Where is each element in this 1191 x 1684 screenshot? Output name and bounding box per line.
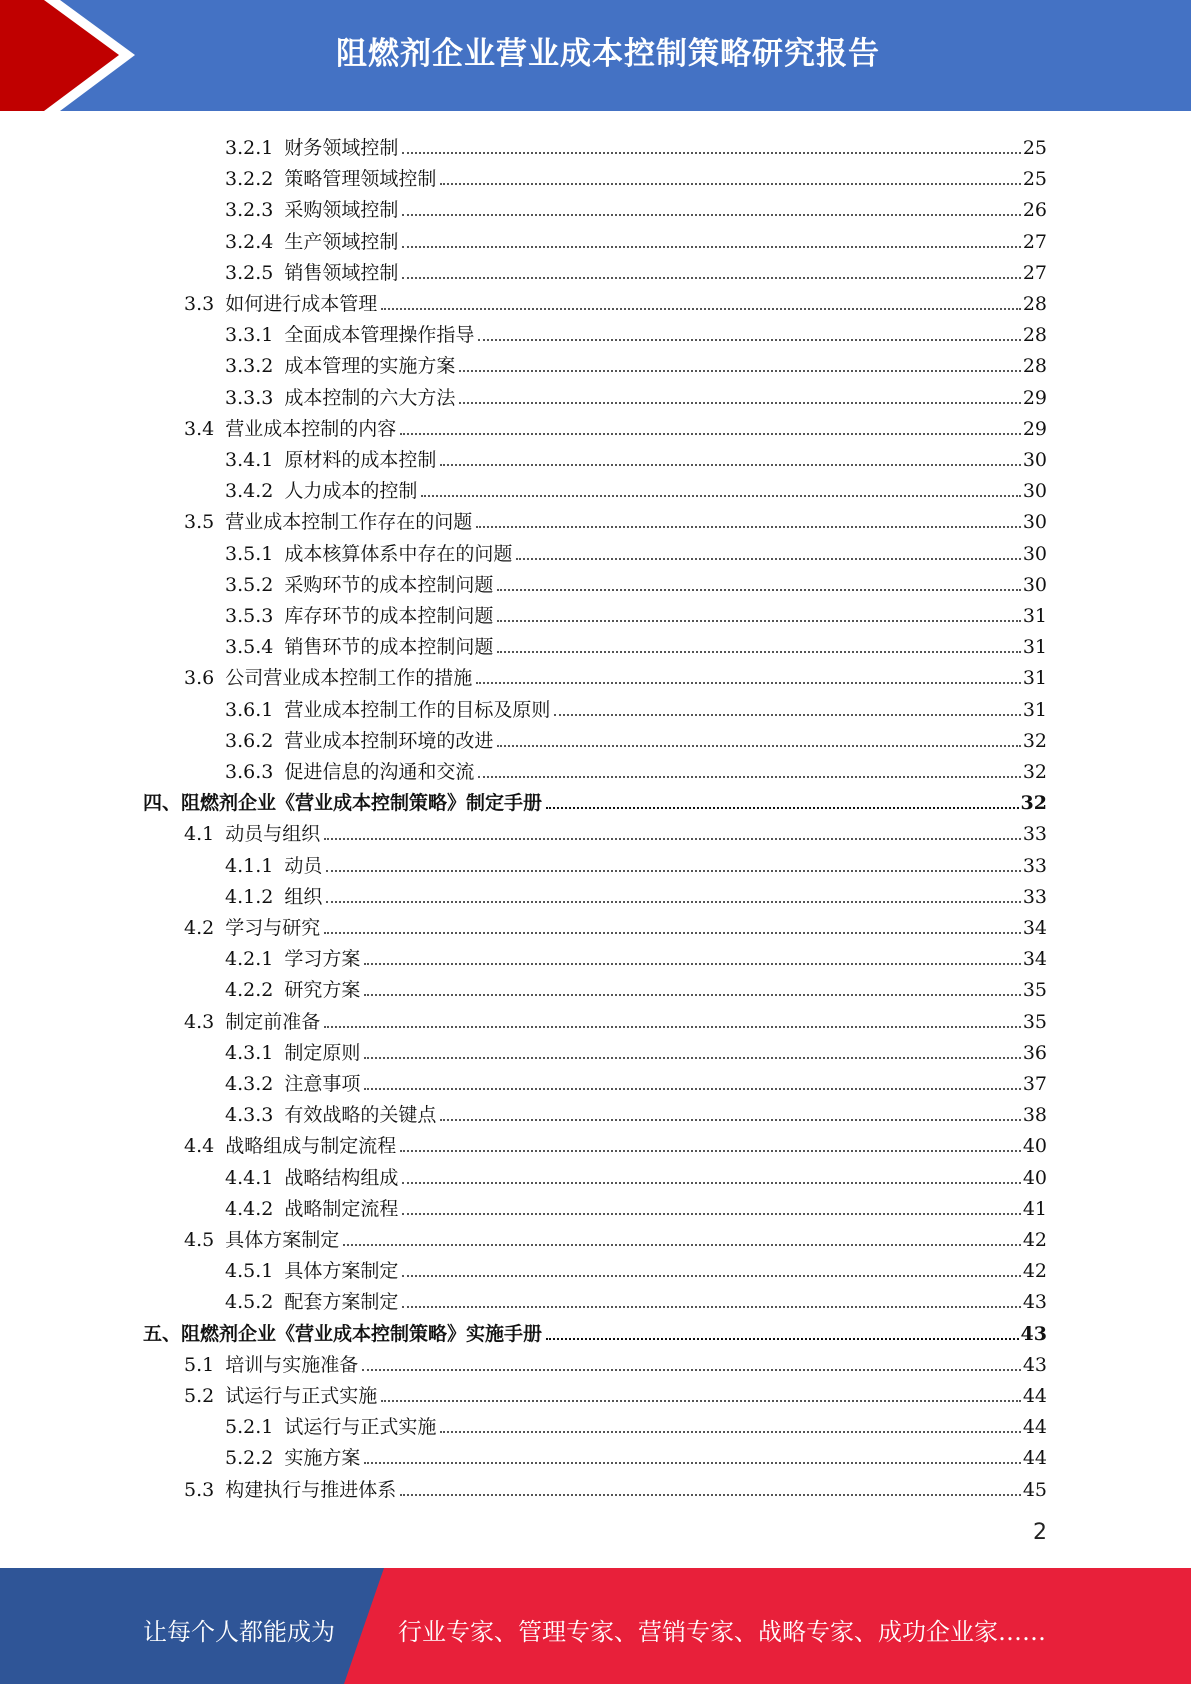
toc-entry-text: 五、阻燃剂企业《营业成本控制策略》实施手册: [143, 1322, 543, 1345]
toc-entry-title: [184, 1229, 339, 1251]
toc-leader-dots: [546, 1338, 1019, 1340]
toc-entry-title: [225, 449, 436, 471]
toc-entry[interactable]: [184, 1345, 1047, 1376]
toc-leader-dots: [364, 994, 1020, 996]
toc-entry-page: 30: [1022, 573, 1047, 596]
toc-leader-dots: [476, 526, 1021, 528]
toc-entry-page: 25: [1022, 137, 1047, 159]
toc-entry-page: 44: [1022, 1416, 1047, 1439]
toc-entry-number: 3.3.1: [225, 324, 274, 347]
toc-entry-number: 3.5.1: [225, 542, 274, 565]
toc-entry-page: 44: [1022, 1385, 1047, 1407]
toc-leader-dots: [497, 745, 1020, 747]
toc-entry[interactable]: [184, 1470, 1047, 1501]
toc-entry-title: [225, 636, 493, 658]
toc-leader-dots: [364, 963, 1020, 965]
toc-entry-title: [225, 199, 398, 221]
toc-entry-number: 5.3: [184, 1478, 215, 1501]
toc-entry-title: [225, 1447, 360, 1469]
toc-leader-dots: [364, 1057, 1020, 1059]
toc-entry-page: 41: [1022, 1197, 1047, 1220]
toc-entry-title: [225, 137, 398, 159]
toc-leader-dots: [324, 1026, 1021, 1028]
toc-entry-number: 3.5.2: [225, 573, 274, 596]
toc-entry-page: 44: [1022, 1447, 1047, 1470]
toc-entry[interactable]: [225, 970, 1047, 1001]
toc-entry[interactable]: [225, 690, 1047, 721]
toc-entry[interactable]: [225, 1064, 1047, 1095]
toc-entry-text: 动员与组织: [225, 823, 321, 846]
toc-entry-page: 30: [1022, 542, 1047, 565]
toc-leader-dots: [554, 714, 1020, 716]
toc-entry-page: 32: [1022, 761, 1047, 783]
toc-entry[interactable]: [225, 1282, 1047, 1313]
toc-entry-text: 库存环节的成本控制问题: [284, 605, 494, 627]
toc-entry[interactable]: [225, 378, 1047, 409]
toc-entry-number: 4.5: [184, 1229, 215, 1251]
toc-entry-page: 40: [1022, 1135, 1047, 1158]
toc-entry-title: [225, 324, 474, 346]
toc-entry-page: 36: [1022, 1041, 1047, 1064]
toc-entry-number: 4.3.2: [225, 1073, 274, 1095]
toc-leader-dots: [326, 870, 1020, 872]
toc-entry-page: 28: [1022, 293, 1047, 315]
toc-entry-text: 组织: [284, 885, 323, 908]
toc-entry-text: 营业成本控制的内容: [225, 417, 397, 440]
toc-entry-text: 采购领域控制: [284, 199, 399, 222]
toc-entry-text: 策略管理领域控制: [284, 168, 437, 191]
toc-entry-title: [184, 293, 377, 315]
toc-entry-page: 37: [1022, 1073, 1047, 1095]
toc-entry-number: 3.3.3: [225, 386, 274, 409]
toc-entry-text: 构建执行与推进体系: [225, 1478, 397, 1501]
toc-entry-title: [184, 511, 472, 533]
toc-entry[interactable]: [225, 939, 1047, 970]
toc-entry-number: 3.6: [184, 667, 215, 690]
toc-entry[interactable]: [184, 814, 1047, 845]
toc-entry-title: [225, 1416, 436, 1438]
toc-entry-number: 4.5.2: [225, 1291, 274, 1314]
toc-entry-page: 29: [1022, 386, 1047, 409]
toc-entry-text: 配套方案制定: [284, 1291, 399, 1314]
toc-entry-number: 3.4.2: [225, 480, 274, 503]
toc-leader-dots: [516, 558, 1020, 560]
toc-entry-number: 3.2.5: [225, 261, 274, 284]
toc-entry[interactable]: [225, 627, 1047, 658]
toc-entry-page: 31: [1022, 636, 1047, 659]
toc-entry[interactable]: [225, 534, 1047, 565]
toc-entry[interactable]: [225, 1189, 1047, 1220]
toc-entry-page: 30: [1022, 480, 1047, 503]
toc-leader-dots: [476, 682, 1021, 684]
page-number: 2: [1033, 1520, 1047, 1545]
toc-entry-text: 财务领域控制: [284, 137, 399, 159]
toc-entry-page: 43: [1020, 1322, 1047, 1345]
toc-entry[interactable]: [225, 315, 1047, 346]
toc-leader-dots: [381, 308, 1021, 310]
toc-entry[interactable]: [225, 1251, 1047, 1282]
toc-entry-page: 35: [1022, 979, 1047, 1002]
toc-entry-text: 注意事项: [284, 1073, 361, 1095]
toc-entry-text: 有效战略的关键点: [284, 1104, 437, 1127]
toc-entry-title: [225, 1260, 398, 1282]
toc-entry-page: 38: [1022, 1104, 1047, 1127]
toc-entry-title: [225, 168, 436, 190]
toc-entry[interactable]: [143, 1314, 1047, 1345]
toc-entry-title: [225, 1073, 360, 1095]
page-footer: [0, 1568, 1191, 1684]
toc-entry[interactable]: [184, 1376, 1047, 1407]
toc-entry-text: 销售环节的成本控制问题: [284, 636, 494, 659]
toc-entry-number: 5.1: [184, 1353, 215, 1376]
toc-entry[interactable]: [184, 1220, 1047, 1251]
toc-leader-dots: [400, 1150, 1021, 1152]
toc-entry-text: 采购环节的成本控制问题: [284, 573, 494, 596]
toc-leader-dots: [381, 1400, 1021, 1402]
toc-entry[interactable]: [225, 128, 1047, 159]
toc-leader-dots: [478, 776, 1020, 778]
toc-leader-dots: [459, 402, 1020, 404]
toc-entry-title: [225, 1042, 360, 1064]
toc-entry-number: 4.3.3: [225, 1104, 274, 1127]
toc-entry-title: [225, 855, 322, 877]
toc-entry-text: 人力成本的控制: [284, 480, 418, 503]
toc-entry-page: 28: [1022, 324, 1047, 347]
toc-leader-dots: [402, 214, 1020, 216]
toc-entry-page: 31: [1022, 698, 1047, 721]
toc-entry[interactable]: [184, 502, 1047, 533]
toc-entry-page: 26: [1022, 199, 1047, 222]
toc-leader-dots: [459, 370, 1020, 372]
toc-entry-text: 试运行与正式实施: [284, 1416, 437, 1439]
toc-entry-title: [184, 418, 396, 440]
toc-entry-title: [225, 231, 398, 253]
toc-entry-text: 成本核算体系中存在的问题: [284, 542, 513, 565]
toc-entry[interactable]: [225, 190, 1047, 221]
toc-entry-page: 42: [1022, 1229, 1047, 1251]
toc-entry-title: [225, 355, 455, 377]
toc-entry-title: [225, 262, 398, 284]
toc-entry[interactable]: [225, 253, 1047, 284]
toc-entry-title: [225, 730, 493, 752]
toc-entry-title: [225, 574, 493, 596]
toc-entry-number: 3.4: [184, 417, 215, 440]
toc-entry-page: 43: [1022, 1291, 1047, 1314]
toc-leader-dots: [343, 1244, 1021, 1246]
toc-entry-page: 34: [1022, 948, 1047, 971]
toc-entry-title: [225, 605, 493, 627]
toc-entry-page: 31: [1022, 667, 1047, 690]
toc-entry-title: [184, 1354, 358, 1376]
toc-entry-title: [225, 948, 360, 970]
toc-entry-title: [225, 1291, 398, 1313]
toc-entry-text: 原材料的成本控制: [284, 449, 437, 471]
toc-entry-title: [225, 886, 322, 908]
toc-entry-text: 实施方案: [284, 1447, 361, 1470]
toc-entry-page: 34: [1022, 917, 1047, 939]
toc-leader-dots: [421, 495, 1020, 497]
toc-entry-title: [225, 699, 550, 721]
toc-entry-number: 4.4: [184, 1135, 215, 1158]
toc-entry-title: [225, 761, 474, 783]
toc-leader-dots: [402, 1275, 1020, 1277]
toc-entry-number: 3.3: [184, 293, 215, 315]
toc-entry[interactable]: [225, 440, 1047, 471]
toc-leader-dots: [440, 1119, 1020, 1121]
toc-entry-number: 4.1.2: [225, 885, 274, 908]
toc-leader-dots: [364, 1088, 1020, 1090]
toc-leader-dots: [440, 464, 1020, 466]
document-title: 阻燃剂企业营业成本控制策略研究报告: [336, 36, 880, 72]
toc-entry-text: 战略结构组成: [284, 1166, 399, 1189]
toc-entry-page: 35: [1022, 1010, 1047, 1033]
toc-leader-dots: [324, 932, 1021, 934]
toc-entry-number: 4.3: [184, 1010, 215, 1033]
toc-entry-title: [225, 1167, 398, 1189]
toc-entry-number: 5.2.2: [225, 1447, 274, 1470]
toc-entry[interactable]: [184, 1126, 1047, 1157]
toc-entry-number: 3.6.2: [225, 729, 274, 752]
toc-entry-text: 公司营业成本控制工作的措施: [225, 667, 473, 690]
toc-entry-page: 25: [1022, 168, 1047, 191]
toc-entry-title: [184, 667, 472, 689]
toc-leader-dots: [402, 1306, 1020, 1308]
toc-entry[interactable]: [225, 159, 1047, 190]
toc-entry-text: 培训与实施准备: [225, 1353, 359, 1376]
toc-leader-dots: [400, 433, 1021, 435]
toc-entry[interactable]: [225, 877, 1047, 908]
toc-leader-dots: [440, 1431, 1020, 1433]
toc-entry[interactable]: [184, 1002, 1047, 1033]
toc-entry[interactable]: [225, 846, 1047, 877]
toc-entry-number: 4.2.1: [225, 948, 274, 971]
toc-entry-title: [143, 792, 542, 814]
toc-leader-dots: [497, 589, 1020, 591]
toc-entry-number: 5.2: [184, 1385, 215, 1407]
toc-entry-text: 全面成本管理操作指导: [284, 324, 475, 347]
toc-entry-page: 32: [1022, 729, 1047, 752]
toc-entry[interactable]: [225, 1095, 1047, 1126]
toc-entry-text: 营业成本控制工作的目标及原则: [284, 698, 551, 721]
toc-leader-dots: [402, 1182, 1020, 1184]
toc-entry-text: 战略组成与制定流程: [225, 1135, 397, 1158]
toc-entry-text: 成本控制的六大方法: [284, 386, 456, 409]
toc-entry-title: [225, 387, 455, 409]
toc-entry-page: 29: [1022, 417, 1047, 440]
toc-entry-number: 3.3.2: [225, 355, 274, 378]
toc-entry-number: 3.6.1: [225, 698, 274, 721]
toc-entry-page: 40: [1022, 1166, 1047, 1189]
toc-leader-dots: [402, 1213, 1020, 1215]
toc-entry-title: [225, 543, 512, 565]
toc-entry[interactable]: [225, 346, 1047, 377]
toc-entry-text: 研究方案: [284, 979, 361, 1002]
toc-entry-number: 3.6.3: [225, 761, 274, 783]
toc-entry-text: 试运行与正式实施: [225, 1385, 378, 1407]
toc-entry[interactable]: [225, 1438, 1047, 1469]
toc-entry[interactable]: [143, 783, 1047, 814]
toc-entry-text: 战略制定流程: [284, 1197, 399, 1220]
toc-entry-number: 4.3.1: [225, 1041, 274, 1064]
toc-entry[interactable]: [225, 752, 1047, 783]
toc-entry-page: 45: [1022, 1478, 1047, 1501]
footer-slogan-left: 让每个人都能成为: [143, 1618, 335, 1646]
toc-entry-number: 3.2.2: [225, 168, 274, 191]
toc-entry-text: 营业成本控制环境的改进: [284, 729, 494, 752]
toc-entry-text: 营业成本控制工作存在的问题: [225, 511, 473, 534]
toc-entry[interactable]: [184, 908, 1047, 939]
toc-entry-number: 4.1: [184, 823, 215, 846]
toc-entry[interactable]: [225, 222, 1047, 253]
toc-entry-page: 31: [1022, 605, 1047, 627]
toc-entry-page: 28: [1022, 355, 1047, 378]
toc-entry-title: [184, 1479, 396, 1501]
toc-entry-number: 5.2.1: [225, 1416, 274, 1439]
toc-entry-number: 3.2.1: [225, 137, 274, 159]
toc-entry-title: [225, 979, 360, 1001]
toc-entry[interactable]: [225, 1158, 1047, 1189]
toc-entry-number: 3.2.4: [225, 230, 274, 253]
toc-leader-dots: [497, 651, 1020, 653]
toc-leader-dots: [326, 901, 1020, 903]
toc-entry-title: [143, 1323, 542, 1345]
toc-leader-dots: [362, 1369, 1021, 1371]
toc-entry-number: 4.2: [184, 917, 215, 939]
toc-entry[interactable]: [225, 1033, 1047, 1064]
toc-entry-title: [184, 1011, 320, 1033]
toc-entry-title: [184, 917, 320, 939]
toc-entry-text: 制定前准备: [225, 1010, 321, 1033]
toc-entry-title: [225, 1198, 398, 1220]
toc-entry-page: 33: [1022, 885, 1047, 908]
toc-entry-title: [225, 480, 417, 502]
toc-entry-page: 33: [1022, 823, 1047, 846]
toc-entry-number: 3.5.3: [225, 605, 274, 627]
toc-entry-number: 3.5: [184, 511, 215, 534]
toc-entry-number: 4.5.1: [225, 1260, 274, 1283]
toc-entry-number: 4.2.2: [225, 979, 274, 1002]
toc-leader-dots: [324, 838, 1021, 840]
toc-entry[interactable]: [184, 284, 1047, 315]
toc-entry-text: 四、阻燃剂企业《营业成本控制策略》制定手册: [143, 792, 543, 815]
toc-entry[interactable]: [184, 658, 1047, 689]
toc-leader-dots: [440, 183, 1020, 185]
toc-leader-dots: [400, 1494, 1021, 1496]
toc-entry-text: 成本管理的实施方案: [284, 355, 456, 378]
toc-entry-number: 3.2.3: [225, 199, 274, 222]
toc-entry-text: 销售领域控制: [284, 261, 399, 284]
toc-entry-text: 学习方案: [284, 948, 361, 971]
toc-entry-text: 具体方案制定: [225, 1229, 340, 1251]
toc-entry-text: 如何进行成本管理: [225, 293, 378, 315]
toc-leader-dots: [402, 246, 1020, 248]
toc-entry[interactable]: [225, 565, 1047, 596]
toc-entry-page: 42: [1022, 1260, 1047, 1283]
toc-leader-dots: [402, 277, 1020, 279]
toc-entry-page: 27: [1022, 230, 1047, 253]
toc-leader-dots: [546, 807, 1019, 809]
toc-entry-title: [184, 1385, 377, 1407]
toc-entry-page: 27: [1022, 261, 1047, 284]
toc-entry-title: [225, 1104, 436, 1126]
toc-entry-page: 30: [1022, 511, 1047, 534]
page-header: [0, 0, 1191, 111]
toc-entry-text: 制定原则: [284, 1041, 361, 1064]
toc-leader-dots: [364, 1462, 1020, 1464]
toc-entry[interactable]: [225, 471, 1047, 502]
toc-entry[interactable]: [184, 409, 1047, 440]
toc-entry-title: [184, 823, 320, 845]
toc-entry-text: 具体方案制定: [284, 1260, 399, 1283]
toc-leader-dots: [497, 620, 1020, 622]
toc-entry[interactable]: [225, 596, 1047, 627]
toc-entry-page: 43: [1022, 1353, 1047, 1376]
toc-entry-page: 30: [1022, 449, 1047, 471]
footer-slogan-right: 行业专家、管理专家、营销专家、战略专家、成功企业家……: [398, 1618, 1046, 1646]
toc-entry[interactable]: [225, 721, 1047, 752]
toc-leader-dots: [402, 152, 1020, 154]
toc-entry-page: 33: [1022, 854, 1047, 877]
toc-entry[interactable]: [225, 1407, 1047, 1438]
toc-entry-number: 4.4.2: [225, 1197, 274, 1220]
toc-entry-text: 学习与研究: [225, 917, 321, 939]
toc-leader-dots: [478, 339, 1020, 341]
toc-entry-number: 3.4.1: [225, 449, 274, 471]
toc-entry-number: 4.1.1: [225, 854, 274, 877]
toc-entry-text: 生产领域控制: [284, 230, 399, 253]
toc-entry-number: 3.5.4: [225, 636, 274, 659]
toc-entry-text: 促进信息的沟通和交流: [284, 761, 475, 783]
toc-entry-page: 32: [1020, 792, 1047, 815]
toc-entry-number: 4.4.1: [225, 1166, 274, 1189]
toc-entry-title: [184, 1135, 396, 1157]
toc-entry-text: 动员: [284, 854, 323, 877]
